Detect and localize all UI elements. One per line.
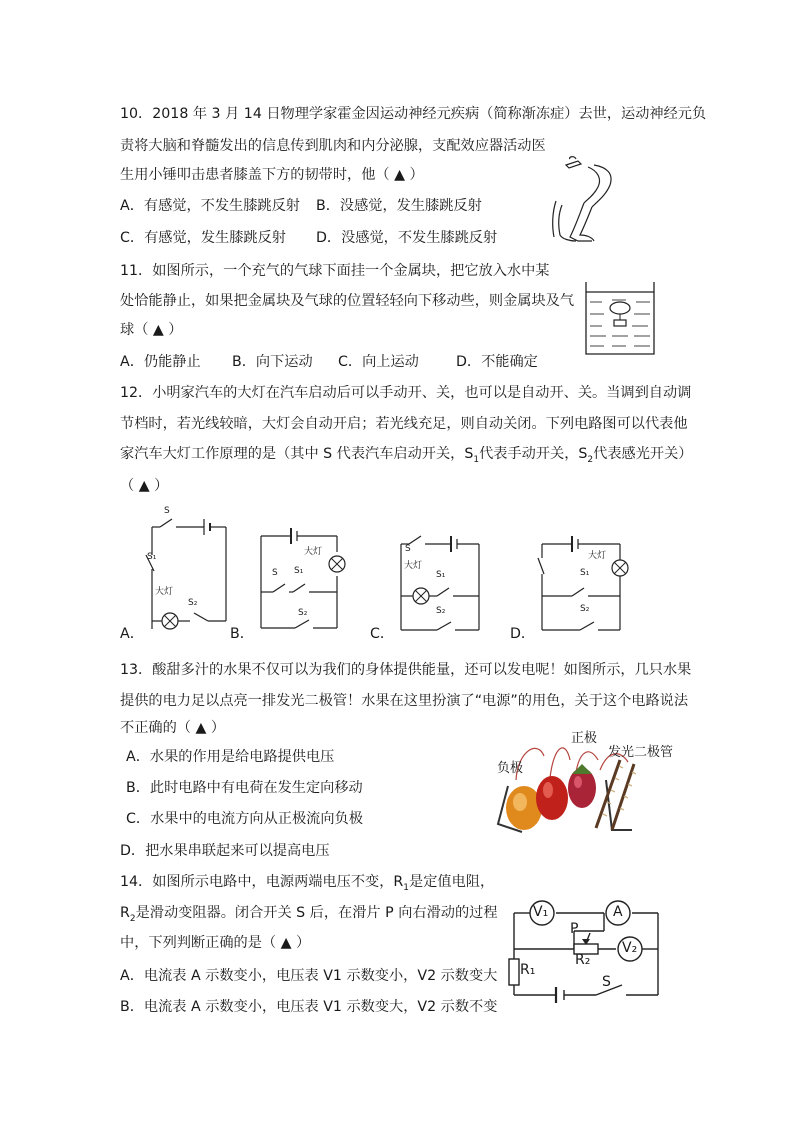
q13-option-d[interactable]: D．把水果串联起来可以提高电压 <box>120 843 330 859</box>
q11-option-d[interactable]: D．不能确定 <box>456 354 538 370</box>
circuit-b-label-lamp: 大灯 <box>304 547 323 557</box>
q10-line-2: 责将大脑和脊髓发出的信息传到肌肉和内分泌腺，支配效应器活动医 <box>120 138 546 154</box>
circuit-c <box>395 526 490 636</box>
circuit-q14 <box>504 895 666 1005</box>
circuit-c-label-s1: S₁ <box>436 570 446 580</box>
q10-option-b[interactable]: B．没感觉，发生膝跳反射 <box>316 198 482 214</box>
q12-line-3: 家汽车大灯工作原理的是（其中 S 代表汽车启动开关，$S_1$代表手动开关，$S_2$代表感光开关） <box>120 446 693 465</box>
q12-line-4: （ ▲ ） <box>120 478 169 494</box>
q14-line-1: 14．如图所示电路中，电源两端电压不变，$R_1$是定值电阻， <box>120 874 495 893</box>
q14-resistor-r1-label: R₁ <box>520 962 536 978</box>
q13-line-2: 提供的电力足以点亮一排发光二极管！水果在这里扮演了“电源”的用色，关于这个电路说法 <box>120 693 689 709</box>
q10-option-c[interactable]: C．有感觉，发生膝跳反射 <box>120 230 286 246</box>
q12-option-c[interactable]: C． <box>370 626 395 642</box>
q12-line-1: 12．小明家汽车的大灯在汽车启动后可以手动开、关，也可以是自动开、关。当调到自动调 <box>120 385 692 401</box>
q14-ammeter-a-label: A <box>613 904 623 920</box>
q13-option-a[interactable]: A．水果的作用是给电路提供电压 <box>126 749 335 765</box>
q11-line-1: 11．如图所示，一个充气的气球下面挂一个金属块，把它放入水中某 <box>120 263 550 279</box>
circuit-d-label-s1: S₁ <box>580 568 590 578</box>
circuit-c-label-s2: S₂ <box>436 606 446 616</box>
circuit-d-label-lamp: 大灯 <box>588 551 607 561</box>
circuit-a-label-s1: S₁ <box>147 552 157 562</box>
circuit-b-label-s: S <box>272 568 278 578</box>
q14-line-3: 中，下列判断正确的是（ ▲ ） <box>120 935 311 951</box>
circuit-d <box>536 526 631 636</box>
q11-line-2: 处恰能静止，如果把金属块及气球的位置轻轻向下移动些，则金属块及气 <box>120 293 575 309</box>
q13-line-1: 13．酸甜多汁的水果不仅可以为我们的身体提供能量，还可以发电呢！如图所示，几只水果 <box>120 662 692 678</box>
circuit-c-label-s: S <box>405 544 411 554</box>
q14-voltmeter-v2-label: V₂ <box>622 940 638 956</box>
fruit-label-negative: 负极 <box>497 761 524 776</box>
q11-option-c[interactable]: C．向上运动 <box>338 354 419 370</box>
circuit-b-label-s2: S₂ <box>298 608 308 618</box>
q14-slider-p-label: P <box>570 921 579 937</box>
q14-voltmeter-v1-label: V₁ <box>533 904 549 920</box>
knee-reflex-leg-figure <box>548 155 620 247</box>
q13-line-3: 不正确的（ ▲ ） <box>120 720 226 736</box>
q10-line-3: 生用小锤叩击患者膝盖下方的韧带时，他（ ▲ ） <box>120 167 424 183</box>
q12-option-a[interactable]: A． <box>120 626 144 642</box>
fruit-label-led: 发光二极管 <box>608 745 674 760</box>
circuit-b-label-s1: S₁ <box>294 566 304 576</box>
circuit-a-label-lamp: 大灯 <box>155 587 174 597</box>
circuit-a-label-s: S <box>164 506 170 516</box>
q12-option-b[interactable]: B． <box>230 626 254 642</box>
circuit-d-label-s2: S₂ <box>580 604 590 614</box>
q14-option-a[interactable]: A．电流表 A 示数变小，电压表 V1 示数变小，V2 示数变大 <box>120 968 498 984</box>
fruit-label-positive: 正极 <box>571 731 598 746</box>
q14-switch-s-label: S <box>602 974 611 990</box>
q11-option-b[interactable]: B．向下运动 <box>232 354 313 370</box>
q14-option-b[interactable]: B．电流表 A 示数变小，电压表 V1 示数变大，V2 示数不变 <box>120 999 498 1015</box>
q10-option-a[interactable]: A．有感觉，不发生膝跳反射 <box>120 198 300 214</box>
balloon-in-water-figure <box>582 278 658 358</box>
q11-line-3: 球（ ▲ ） <box>120 322 183 338</box>
q14-resistor-r2-label: R₂ <box>575 952 591 968</box>
q12-option-d[interactable]: D． <box>510 626 536 642</box>
q13-option-b[interactable]: B．此时电路中有电荷在发生定向移动 <box>126 780 363 796</box>
circuit-a <box>140 505 235 635</box>
q13-option-c[interactable]: C．水果中的电流方向从正极流向负极 <box>126 811 363 827</box>
circuit-c-label-lamp: 大灯 <box>404 561 423 571</box>
q11-option-a[interactable]: A．仍能静止 <box>120 354 201 370</box>
q10-line-1: 10．2018 年 3 月 14 日物理学家霍金因运动神经元疾病（简称渐冻症）去世，运动神经元负 <box>120 106 707 122</box>
circuit-a-label-s2: S₂ <box>188 598 198 608</box>
q10-option-d[interactable]: D．没感觉，不发生膝跳反射 <box>316 230 498 246</box>
q12-line-2: 节档时，若光线较暗，大灯会自动开启；若光线充足，则自动关闭。下列电路图可以代表他 <box>120 416 688 432</box>
q14-line-2: $R_2$是滑动变阻器。闭合开关 S 后，在滑片 P 向右滑动的过程 <box>120 905 498 924</box>
